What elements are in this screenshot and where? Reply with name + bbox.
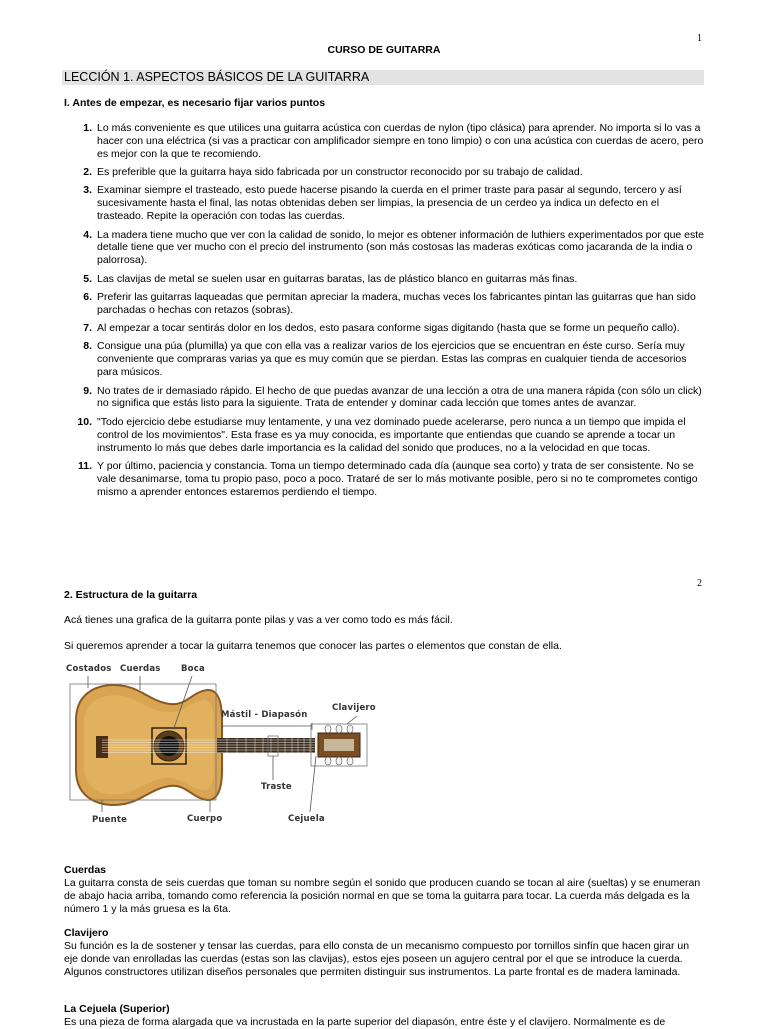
document-title: CURSO DE GUITARRA [327,44,441,56]
label-cuerpo: Cuerpo [187,814,223,824]
list-item: 8. Consigue una púa (plumilla) ya que con ella vas a realizar varios de los ejercicios que se encuentran en éste curso. Sería muy conveniente que compraras varias ya que es muy común que se pierdan. Estas las compras en cualquier tienda de accesorios para músicos. [83,340,687,379]
lesson-heading: LECCIÓN 1. ASPECTOS BÁSICOS DE LA GUITARRA [62,70,704,85]
list-item: 7. Al empezar a tocar sentirás dolor en los dedos, esto pasara conforme sigas digitando (hasta que se forme un pequeño callo). [83,322,680,335]
label-clavijero: Clavijero [332,703,376,713]
label-puente: Puente [92,815,128,825]
label-costados: Costados [66,664,112,674]
guitar-diagram [62,660,392,830]
intro-paragraph: Si queremos aprender a tocar la guitarra tenemos que conocer las partes o elementos que constan de ella. [64,640,562,652]
page-number: 2 [697,578,702,589]
list-item: 9. No trates de ir demasiado rápido. El hecho de que puedas avanzar de una lección a otra de una manera rápida (con sólo un click) no significa que estás listo para la siguiente. Trata de entender y dominar cada lección que tomes antes de avanzar. [83,384,702,410]
cuerdas-paragraph: La guitarra consta de seis cuerdas que toman su nombre según el sonido que producen cuando se tocan al aire (sueltas) y se enumeran de abajo hacia arriba, tomando como referencia la posición normal en que se toma la guitarra para tocar. La cuerda más delgada es la número 1 y la más gruesa es la 6ta. [64,877,701,915]
section-heading: I. Antes de empezar, es necesario fijar varios puntos [64,97,326,109]
list-item: 4. La madera tiene mucho que ver con la calidad de sonido, lo mejor es obtener información de luthiers experimentados por que este detalle tiene que ver mucho con el precio del instrumento (son más costosas las maderas exóticas como jacaranda de la india o palorrosa). [83,228,705,267]
label-mastil: Mástil - Diapasón [221,710,308,720]
label-boca: Boca [181,664,205,674]
cejuela-heading: La Cejuela (Superior) [64,1003,170,1015]
section-heading: 2. Estructura de la guitarra [64,589,198,601]
list-item: 6. Preferir las guitarras laqueadas que permitan apreciar la madera, muchas veces los fabricantes pintan las guitarras que han sido parchadas o hechas con retazos (sobras). [83,290,696,316]
clavijero-paragraph: Su función es la de sostener y tensar las cuerdas, para ello consta de un mecanismo compuesto por tornillos sinfín que hacen girar un eje donde van enrolladas las cuerdas (estas son las clavijas), estos ejes poseen un agujero central por el que se introduce la cuerda. Algunos constructores utilizan diseños personales que permiten distinguir sus instrumentos. La parte frontal es de madera laminada. [64,940,690,978]
list-item: 10. "Todo ejercicio debe estudiarse muy lentamente, y una vez dominado puede acelerarse, pero nunca a un tiempo que impida el control de los movimientos". Esta frase es ya muy conocida, es importante que entiendas que cuando se aprende a tocar un instrumento lo más que debes darle importancia es la calidad del sonido que produces, no a la velocidad en que tocas. [77,415,686,454]
label-traste: Traste [261,782,292,792]
list-item: 3. Examinar siempre el trasteado, esto puede hacerse pisando la cuerda en el primer traste para pasar al segundo, tercero y así sucesivamente hasta el final, las notas obtenidas deben ser limpias, la presencia de un cerdeo ya indica un defecto en el trasteado. Repite la operación con todas las cuerdas. [83,184,682,223]
intro-paragraph: Acá tienes una grafica de la guitarra ponte pilas y vas a ver como todo es más fácil. [64,614,453,626]
points-list [64,122,706,504]
list-item: 5. Las clavijas de metal se suelen usar en guitarras baratas, las de plástico blanco en guitarras más finas. [83,272,578,285]
list-item: 11. Y por último, paciencia y constancia. Toma un tiempo determinado cada día (aunque sea corto) y trata de ser consistente. No se vale desanimarse, toma tu propio paso, poco a poco. Trataré de ser lo más motivante posible, pero si no te comprometes contigo mismo a aprender entonces estaremos perdiendo el tiempo. [77,459,698,498]
list-item: 2. Es preferible que la guitarra haya sido fabricada por un constructor reconocido por su trabajo de calidad. [83,166,583,179]
list-item: 1. Lo más conveniente es que utilices una guitarra acústica con cuerdas de nylon (tipo clásica) para aprender. No importa si lo vas a hacer con una eléctrica (si vas a practicar con amplificador siempre en tono limpio) o con una acústica con cuerdas de acero, pero es mejor con la que te recomiendo. [83,122,704,160]
clavijero-heading: Clavijero [64,927,109,939]
guitar-illustration [62,660,392,830]
cejuela-paragraph: Es una pieza de forma alargada que va incrustada en la parte superior del diapasón, entre éste y el clavijero. Normalmente es de [64,1016,666,1028]
label-cejuela: Cejuela [288,814,325,824]
cuerdas-heading: Cuerdas [64,864,107,876]
page-number: 1 [697,33,702,44]
label-cuerdas: Cuerdas [120,664,161,674]
